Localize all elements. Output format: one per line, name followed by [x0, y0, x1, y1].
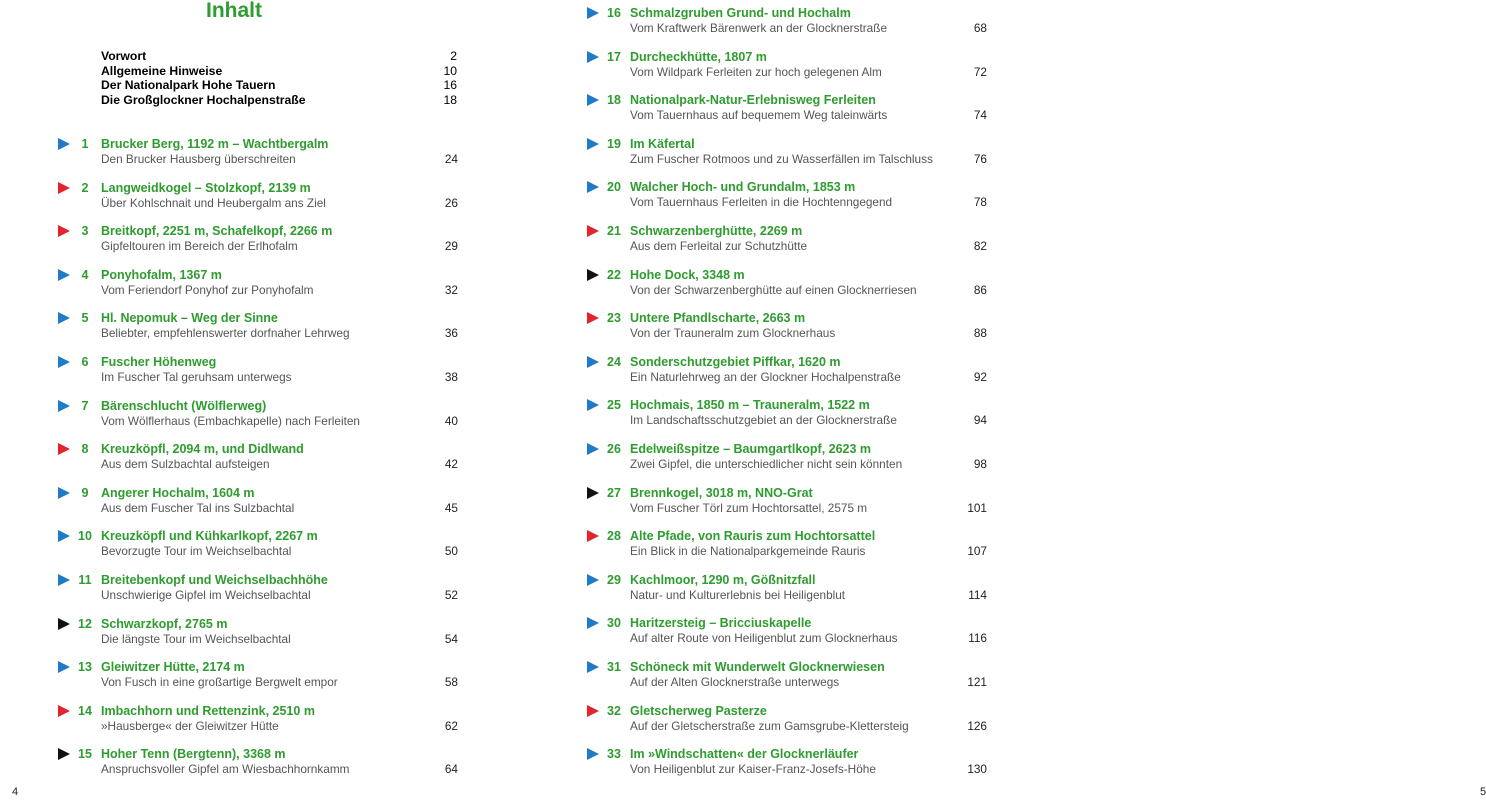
route-title: Hoher Tenn (Bergtenn), 3368 m	[101, 747, 286, 762]
route-number: 3	[81, 224, 89, 239]
route-entry[interactable]	[58, 180, 458, 214]
route-arrow-icon	[587, 181, 599, 193]
route-title: Gleiwitzer Hütte, 2174 m	[101, 660, 245, 675]
route-number: 5	[81, 311, 89, 326]
route-title: Kachlmoor, 1290 m, Gößnitzfall	[630, 572, 816, 587]
route-title: Brucker Berg, 1192 m – Wachtbergalm	[101, 137, 329, 151]
route-page-number: 107	[967, 544, 987, 559]
route-subtitle: Auf der Alten Glocknerstraße unterwegs	[630, 675, 840, 689]
route-arrow-icon	[587, 487, 599, 499]
route-subtitle: Vom Kraftwerk Bärenwerk an der Glocknerstraße	[630, 21, 888, 35]
route-entry[interactable]	[587, 485, 987, 519]
route-arrow-icon	[58, 400, 70, 412]
route-entry[interactable]	[58, 572, 458, 606]
route-arrow-icon	[58, 225, 70, 237]
route-title: Untere Pfandlscharte, 2663 m	[630, 311, 806, 326]
route-subtitle: »Hausberge« der Gleiwitzer Hütte	[101, 718, 279, 733]
route-number: 27	[607, 485, 621, 500]
route-subtitle: Bevorzugte Tour im Weichselbachtal	[101, 544, 292, 559]
route-arrow-icon	[587, 443, 599, 455]
route-subtitle: Von der Trauneralm zum Glocknerhaus	[630, 326, 836, 341]
route-title: Breitebenkopf und Weichselbachhöhe	[101, 573, 328, 587]
route-arrow-icon	[587, 399, 599, 411]
toc-title: Inhalt	[206, 0, 262, 22]
route-title: Schmalzgruben Grund- und Hochalm	[630, 6, 851, 20]
route-number: 6	[81, 355, 89, 369]
route-title: Imbachhorn und Rettenzink, 2510 m	[101, 703, 315, 718]
route-title: Fuscher Höhenweg	[101, 355, 217, 369]
route-entry[interactable]	[587, 397, 987, 431]
route-title: Bärenschlucht (Wölflerweg)	[101, 398, 267, 413]
route-title: Sonderschutzgebiet Piffkar, 1620 m	[630, 354, 841, 369]
route-entry[interactable]	[58, 703, 458, 737]
route-subtitle: Anspruchsvoller Gipfel am Wiesbachhornkamm	[101, 762, 350, 777]
route-page-number: 68	[973, 21, 987, 35]
route-arrow-icon	[58, 530, 70, 542]
page-number-left: 4	[12, 786, 19, 798]
route-number: 15	[78, 747, 92, 762]
route-entry[interactable]	[587, 441, 987, 475]
route-subtitle: Vom Fuscher Törl zum Hochtorsattel, 2575 m	[630, 500, 868, 515]
route-page-number: 86	[973, 282, 987, 297]
route-arrow-icon	[587, 51, 599, 63]
intro-item-label: Allgemeine Hinweise	[101, 63, 223, 78]
route-number: 14	[78, 703, 92, 718]
left-page	[0, 0, 500, 800]
route-entry[interactable]	[587, 615, 987, 649]
route-entry[interactable]	[58, 528, 458, 562]
route-arrow-icon	[587, 574, 599, 586]
route-entry[interactable]	[58, 398, 458, 432]
route-title: Schwarzkopf, 2765 m	[101, 616, 228, 631]
route-page-number: 126	[967, 718, 987, 733]
route-number: 23	[607, 311, 621, 326]
route-arrow-icon	[58, 705, 70, 717]
route-entry[interactable]	[587, 267, 987, 301]
route-page-number: 40	[444, 413, 458, 428]
route-arrow-icon	[587, 94, 599, 106]
route-entry[interactable]	[58, 310, 458, 344]
route-entry[interactable]	[587, 49, 987, 83]
intro-item-vorwort[interactable]	[101, 49, 457, 64]
intro-item-page: 16	[443, 78, 457, 93]
route-page-number: 94	[973, 413, 987, 428]
route-arrow-icon	[58, 574, 70, 586]
route-subtitle: Im Landschaftsschutzgebiet an der Glocknerstraße	[630, 413, 897, 428]
route-title: Edelweißspitze – Baumgartlkopf, 2623 m	[630, 442, 872, 456]
route-page-number: 24	[444, 152, 458, 166]
route-page-number: 36	[444, 326, 458, 341]
route-page-number: 72	[973, 64, 987, 79]
intro-item-nationalpark[interactable]	[101, 78, 457, 93]
route-number: 20	[607, 180, 621, 195]
route-title: Nationalpark-Natur-Erlebnisweg Ferleiten	[630, 93, 876, 108]
route-arrow-icon	[58, 312, 70, 324]
route-number: 19	[607, 136, 621, 151]
route-subtitle: Aus dem Sulzbachtal aufsteigen	[101, 457, 270, 472]
route-number: 25	[607, 398, 621, 413]
route-number: 30	[607, 616, 621, 631]
route-page-number: 42	[444, 457, 458, 472]
intro-item-label: Die Großglockner Hochalpenstraße	[101, 93, 306, 108]
route-page-number: 76	[973, 151, 987, 166]
route-entry[interactable]	[587, 179, 987, 213]
route-arrow-icon	[587, 269, 599, 281]
route-title: Hochmais, 1850 m – Trauneralm, 1522 m	[630, 398, 870, 413]
route-title: Langweidkogel – Stolzkopf, 2139 m	[101, 180, 311, 195]
route-page-number: 38	[444, 370, 458, 384]
route-arrow-icon	[587, 225, 599, 237]
intro-item-page: 18	[443, 93, 457, 108]
route-subtitle: Aus dem Ferleital zur Schutzhütte	[630, 239, 808, 253]
route-number: 8	[81, 442, 89, 457]
route-number: 16	[607, 6, 621, 20]
route-subtitle: Von Fusch in eine großartige Bergwelt empor	[101, 675, 338, 690]
route-subtitle: Vom Feriendorf Ponyhof zur Ponyhofalm	[101, 282, 314, 297]
route-page-number: 78	[973, 195, 987, 210]
intro-item-label: Der Nationalpark Hohe Tauern	[101, 78, 276, 93]
route-subtitle: Vom Wölflerhaus (Embachkapelle) nach Ferleiten	[101, 413, 360, 428]
route-number: 13	[78, 660, 92, 675]
route-subtitle: Ein Blick in die Nationalparkgemeinde Rauris	[630, 544, 866, 559]
intro-item-page: 2	[450, 49, 457, 63]
intro-item-label: Vorwort	[101, 49, 147, 63]
page-number-right: 5	[1480, 786, 1486, 798]
route-title: Durcheckhütte, 1807 m	[630, 49, 767, 64]
route-page-number: 29	[444, 239, 458, 254]
route-title: Angerer Hochalm, 1604 m	[101, 485, 255, 500]
route-title: Brennkogel, 3018 m, NNO-Grat	[630, 485, 813, 500]
route-subtitle: Auf alter Route von Heiligenblut zum Glocknerhaus	[630, 631, 898, 646]
route-arrow-icon	[58, 356, 70, 368]
route-title: Kreuzköpfl, 2094 m, und Didlwand	[101, 442, 304, 457]
route-number: 32	[607, 703, 621, 718]
route-title: Kreuzköpfl und Kühkarlkopf, 2267 m	[101, 529, 318, 544]
route-arrow-icon	[587, 7, 599, 19]
route-page-number: 52	[444, 588, 458, 602]
intro-item-allgemeine-hinweise[interactable]	[101, 64, 457, 79]
intro-item-hochalpenstrasse[interactable]	[101, 93, 457, 108]
route-page-number: 58	[444, 675, 458, 690]
route-page-number: 116	[968, 631, 987, 646]
route-page-number: 98	[973, 457, 987, 471]
route-number: 24	[607, 354, 621, 369]
route-number: 7	[81, 398, 89, 413]
route-page-number: 82	[973, 239, 987, 253]
route-subtitle: Ein Naturlehrweg an der Glockner Hochalpenstraße	[630, 369, 901, 384]
route-page-number: 92	[973, 369, 987, 384]
route-title: Alte Pfade, von Rauris zum Hochtorsattel	[630, 529, 876, 544]
route-page-number: 101	[967, 500, 987, 515]
route-title: Gletscherweg Pasterze	[630, 703, 767, 718]
route-subtitle: Die längste Tour im Weichselbachtal	[101, 631, 291, 646]
route-entry[interactable]	[587, 703, 987, 737]
route-subtitle: Natur- und Kulturerlebnis bei Heiligenblut	[630, 587, 846, 602]
route-subtitle: Unschwierige Gipfel im Weichselbachtal	[101, 588, 311, 602]
route-number: 1	[81, 137, 89, 151]
route-entry[interactable]	[587, 92, 987, 126]
route-arrow-icon	[587, 748, 599, 760]
route-title: Hl. Nepomuk – Weg der Sinne	[101, 311, 278, 326]
route-page-number: 32	[444, 282, 458, 297]
route-entry[interactable]	[58, 354, 458, 388]
route-page-number: 74	[973, 108, 987, 123]
route-page-number: 50	[444, 544, 458, 559]
route-number: 29	[607, 572, 621, 587]
route-entry[interactable]	[587, 746, 987, 780]
route-subtitle: Zwei Gipfel, die unterschiedlicher nicht sein könnten	[630, 457, 903, 471]
route-number: 18	[607, 93, 621, 108]
route-number: 21	[607, 224, 621, 238]
route-page-number: 26	[444, 195, 458, 210]
intro-item-page: 10	[443, 63, 457, 78]
route-page-number: 114	[968, 587, 987, 602]
route-subtitle: Im Fuscher Tal geruhsam unterwegs	[101, 370, 292, 384]
route-number: 4	[81, 267, 89, 282]
route-title: Schöneck mit Wunderwelt Glocknerwiesen	[630, 660, 885, 674]
route-subtitle: Über Kohlschnait und Heubergalm ans Ziel	[101, 195, 326, 210]
route-page-number: 62	[444, 718, 458, 733]
route-page-number: 130	[967, 762, 987, 777]
route-subtitle: Vom Tauernhaus Ferleiten in die Hochtenngegend	[630, 195, 893, 210]
route-subtitle: Von der Schwarzenberghütte auf einen Glocknerriesen	[630, 282, 917, 297]
route-arrow-icon	[58, 182, 70, 194]
route-title: Im Käfertal	[630, 136, 695, 151]
route-entry[interactable]	[58, 223, 458, 257]
route-subtitle: Vom Wildpark Ferleiten zur hoch gelegenen Alm	[630, 64, 882, 79]
route-number: 22	[607, 267, 621, 282]
route-number: 9	[81, 485, 89, 500]
route-subtitle: Vom Tauernhaus auf bequemem Weg taleinwärts	[630, 108, 888, 123]
route-number: 17	[607, 49, 621, 64]
route-entry[interactable]	[587, 5, 987, 39]
route-arrow-icon	[587, 530, 599, 542]
route-subtitle: Beliebter, empfehlenswerter dorfnaher Lehrweg	[101, 326, 350, 341]
route-arrow-icon	[587, 356, 599, 368]
route-number: 31	[607, 660, 621, 674]
route-arrow-icon	[58, 138, 70, 150]
route-number: 26	[607, 442, 621, 456]
route-entry[interactable]	[587, 354, 987, 388]
route-subtitle: Gipfeltouren im Bereich der Erlhofalm	[101, 239, 298, 254]
route-number: 10	[78, 529, 92, 544]
route-number: 33	[607, 747, 621, 762]
route-entry[interactable]	[587, 310, 987, 344]
route-title: Walcher Hoch- und Grundalm, 1853 m	[630, 180, 856, 195]
route-number: 2	[81, 180, 89, 195]
route-arrow-icon	[58, 748, 70, 760]
route-entry[interactable]	[587, 659, 987, 693]
route-page-number: 54	[444, 631, 458, 646]
route-entry[interactable]	[587, 528, 987, 562]
route-title: Hohe Dock, 3348 m	[630, 267, 745, 282]
route-entry[interactable]	[58, 659, 458, 693]
route-title: Ponyhofalm, 1367 m	[101, 267, 222, 282]
route-arrow-icon	[587, 312, 599, 324]
route-entry[interactable]	[587, 572, 987, 606]
route-entry[interactable]	[587, 223, 987, 257]
route-page-number: 88	[973, 326, 987, 341]
route-subtitle: Zum Fuscher Rotmoos und zu Wasserfällen im Talschluss	[630, 151, 933, 166]
route-arrow-icon	[58, 443, 70, 455]
route-number: 11	[78, 573, 92, 587]
route-number: 12	[78, 616, 92, 631]
route-arrow-icon	[58, 487, 70, 499]
route-arrow-icon	[58, 269, 70, 281]
route-subtitle: Auf der Gletscherstraße zum Gamsgrube-Klettersteig	[630, 718, 909, 733]
route-entry[interactable]	[58, 267, 458, 301]
intro-list	[101, 49, 457, 108]
route-title: Breitkopf, 2251 m, Schafelkopf, 2266 m	[101, 224, 333, 239]
route-subtitle: Aus dem Fuscher Tal ins Sulzbachtal	[101, 500, 295, 515]
route-entry[interactable]	[587, 136, 987, 170]
route-number: 28	[607, 529, 621, 544]
route-subtitle: Von Heiligenblut zur Kaiser-Franz-Josefs-Höhe	[630, 762, 876, 777]
route-arrow-icon	[587, 138, 599, 150]
route-entry[interactable]	[58, 616, 458, 650]
route-arrow-icon	[587, 617, 599, 629]
route-arrow-icon	[58, 661, 70, 673]
route-page-number: 121	[967, 675, 987, 689]
route-entry[interactable]	[58, 136, 458, 170]
route-arrow-icon	[587, 705, 599, 717]
route-page-number: 64	[444, 762, 458, 777]
route-arrow-icon	[587, 661, 599, 673]
route-subtitle: Den Brucker Hausberg überschreiten	[101, 152, 296, 166]
route-entry[interactable]	[58, 746, 458, 780]
right-page	[500, 0, 1486, 800]
route-entry[interactable]	[58, 485, 458, 519]
route-title: Schwarzenberghütte, 2269 m	[630, 224, 803, 238]
route-title: Im »Windschatten« der Glocknerläufer	[630, 747, 859, 762]
route-page-number: 45	[444, 500, 458, 515]
route-arrow-icon	[58, 618, 70, 630]
route-title: Haritzersteig – Bricciuskapelle	[630, 616, 812, 631]
route-entry[interactable]	[58, 441, 458, 475]
